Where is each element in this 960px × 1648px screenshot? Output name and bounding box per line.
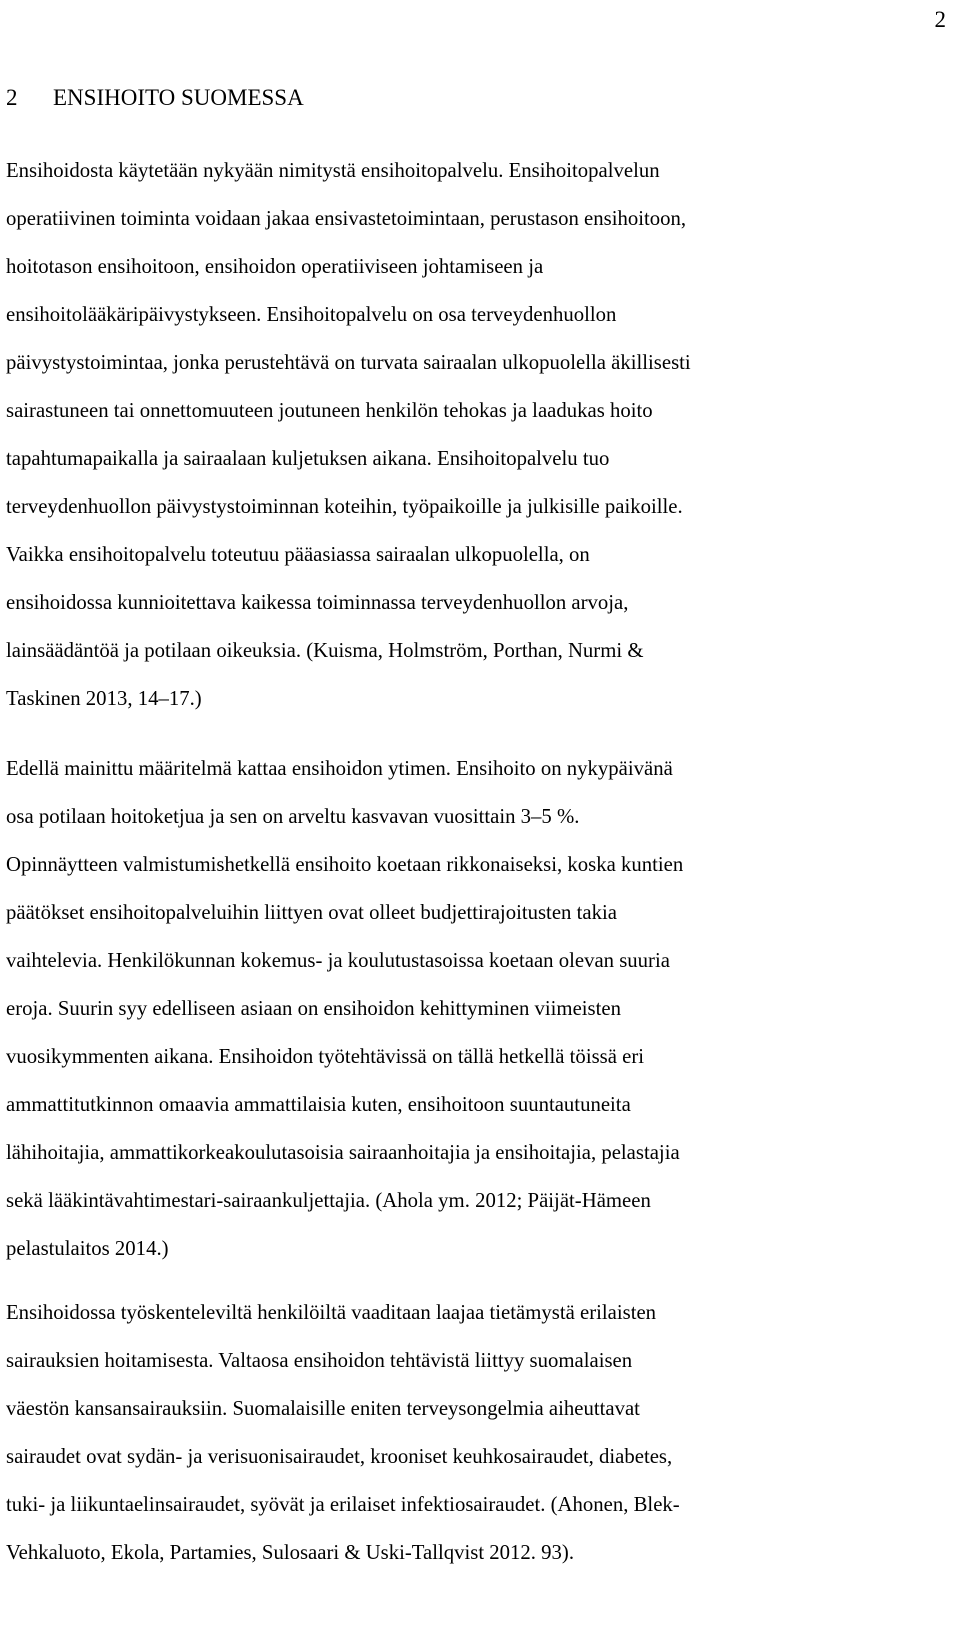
text-line: sairauksien hoitamisesta. Valtaosa ensihoidon tehtävistä liittyy suomalaisen [6,1349,633,1372]
text-line: hoitotason ensihoitoon, ensihoidon operatiiviseen johtamiseen ja [6,255,544,278]
text-line: osa potilaan hoitoketjua ja sen on arveltu kasvavan vuosittain 3–5 %. [6,805,580,828]
text-line: päivystystoimintaa, jonka perustehtävä on turvata sairaalan ulkopuolella äkillisesti [6,351,691,374]
text-line: vuosikymmenten aikana. Ensihoidon työtehtävissä on tällä hetkellä töissä eri [6,1045,645,1068]
paragraph-required-knowledge [6,1289,956,1577]
section-title: ENSIHOITO SUOMESSA [53,85,304,110]
text-line: sairaudet ovat sydän- ja verisuonisairaudet, krooniset keuhkosairaudet, diabetes, [6,1445,673,1468]
text-line: ammattitutkinnon omaavia ammattilaisia kuten, ensihoitoon suuntautuneita [6,1093,631,1116]
text-line: lähihoitajia, ammattikorkeakoulutasoisia sairaanhoitajia ja ensihoitajia, pelastajia [6,1141,680,1164]
text-line: tuki- ja liikuntaelinsairaudet, syövät ja erilaiset infektiosairaudet. (Ahonen, Blek- [6,1493,680,1516]
text-line: väestön kansansairauksiin. Suomalaisille eniten terveysongelmia aiheuttavat [6,1397,640,1420]
text-line: operatiivinen toiminta voidaan jakaa ensivastetoimintaan, perustason ensihoitoon, [6,207,687,230]
paragraph-ensihoito-current-state [6,745,956,1273]
text-line: ensihoidossa kunnioitettava kaikessa toiminnassa terveydenhuollon arvoja, [6,591,629,614]
text-line: Taskinen 2013, 14–17.) [6,687,202,710]
text-line: Vaikka ensihoitopalvelu toteutuu pääasiassa sairaalan ulkopuolella, on [6,543,590,566]
text-line: tapahtumapaikalla ja sairaalaan kuljetuksen aikana. Ensihoitopalvelu tuo [6,447,610,470]
section-number: 2 [6,85,18,110]
text-line: Ensihoidosta käytetään nykyään nimitystä ensihoitopalvelu. Ensihoitopalvelun [6,159,660,182]
text-line: Edellä mainittu määritelmä kattaa ensihoidon ytimen. Ensihoito on nykypäivänä [6,757,673,780]
paragraph-ensihoitopalvelu-definition [6,147,956,723]
text-line: eroja. Suurin syy edelliseen asiaan on ensihoidon kehittyminen viimeisten [6,997,621,1020]
text-line: Opinnäytteen valmistumishetkellä ensihoito koetaan rikkonaiseksi, koska kuntien [6,853,684,876]
text-line: sekä lääkintävahtimestari-sairaankuljettajia. (Ahola ym. 2012; Päijät-Hämeen [6,1189,651,1212]
text-line: ensihoitolääkäripäivystykseen. Ensihoitopalvelu on osa terveydenhuollon [6,303,617,326]
page-number: 2 [934,7,946,32]
section-heading [6,82,304,114]
text-line: sairastuneen tai onnettomuuteen joutuneen henkilön tehokas ja laadukas hoito [6,399,653,422]
text-line: Ensihoidossa työskenteleviltä henkilöiltä vaaditaan laajaa tietämystä erilaisten [6,1301,657,1324]
text-line: pelastulaitos 2014.) [6,1237,169,1260]
text-line: päätökset ensihoitopalveluihin liittyen ovat olleet budjettirajoitusten takia [6,901,617,924]
text-line: lainsäädäntöä ja potilaan oikeuksia. (Kuisma, Holmström, Porthan, Nurmi & [6,639,644,662]
text-line: terveydenhuollon päivystystoiminnan koteihin, työpaikoille ja julkisille paikoille. [6,495,683,518]
text-line: Vehkaluoto, Ekola, Partamies, Sulosaari & Uski-Tallqvist 2012. 93). [6,1541,575,1564]
text-line: vaihtelevia. Henkilökunnan kokemus- ja koulutustasoissa koetaan olevan suuria [6,949,670,972]
